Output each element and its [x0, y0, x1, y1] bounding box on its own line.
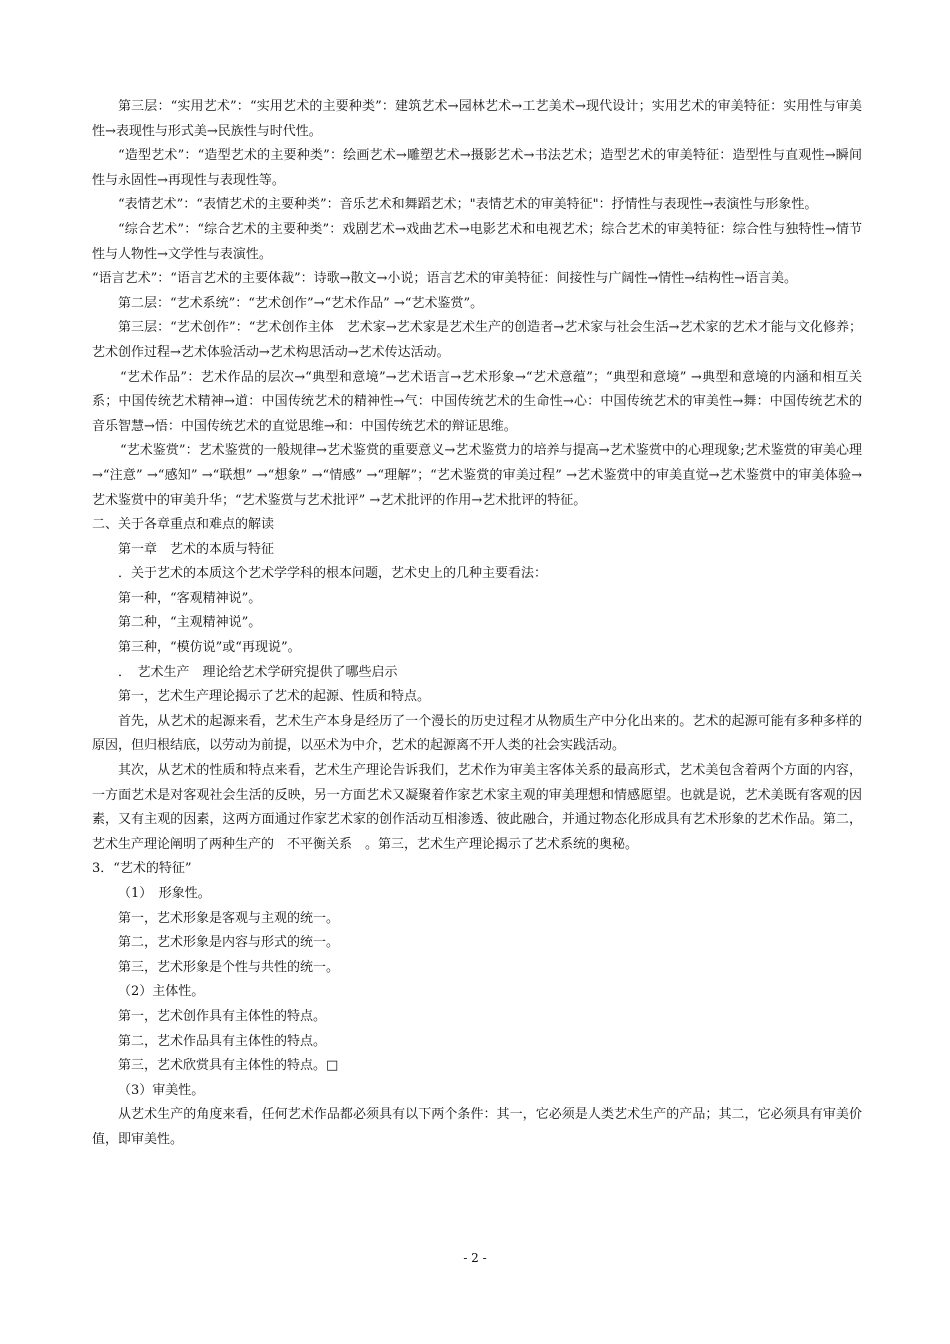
- paragraph-subjectivity-3: 第三，艺术欣赏具有主体性的特点。□: [118, 1058, 339, 1074]
- paragraph-expressive-art: “表情艺术”：“表情艺术的主要种类”：音乐艺术和舞蹈艺术；"表情艺术的审美特征"：抒情性与表现性→表演性与形象性。: [118, 197, 818, 213]
- paragraph-aesthetic-detail: 从艺术生产的角度来看，任何艺术作品都必须具有以下两个条件：其一，它必须是人类艺术生产的产品；其二，它必须具有审美价值，即审美性。: [92, 1107, 862, 1147]
- paragraph-imagery-2: 第二，艺术形象是内容与形式的统一。: [118, 935, 340, 951]
- paragraph-subjectivity-1: 第一，艺术创作具有主体性的特点。: [118, 1008, 327, 1024]
- paragraph-imagery-3: 第三，艺术形象是个性与共性的统一。: [118, 959, 340, 975]
- page-number: - 2 -: [463, 1251, 487, 1265]
- chapter-heading: 第一章 艺术的本质与特征: [118, 541, 275, 557]
- paragraph-aesthetic: （3）审美性。: [118, 1082, 205, 1098]
- paragraph-nature: 其次，从艺术的性质和特点来看，艺术生产理论告诉我们，艺术作为审美主客体关系的最高形式，艺术美包含着两个方面的内容，一方面艺术是对客观社会生活的反映，另一方面艺术又凝聚着作家艺术家主观的审美理想和情感愿望。也就是说，艺术美既有客观的因素，又有主观的因素，这两方面通过作家艺术家的创作活动互相渗透、彼此融合，并通过物态化形成具有艺术形象的艺术作品。第二，艺术生产理论阐明了两种生产的 不平衡关系 。第三，艺术生产理论揭示了艺术系统的奥秘。: [92, 763, 862, 852]
- paragraph-subjectivity: （2）主体性。: [118, 984, 205, 1000]
- page-body: [92, 95, 862, 1153]
- paragraph-item-3: 3．“艺术的特征”: [92, 861, 192, 877]
- paragraph-plastic-art: “造型艺术”：“造型艺术的主要种类”：绘画艺术→雕塑艺术→摄影艺术→书法艺术；造型艺术的审美特征：造型性与直观性→瞬间性与永固性→再现性与表现性等。: [92, 148, 862, 188]
- paragraph-art-creation: 第三层：“艺术创作”：“艺术创作主体 艺术家→艺术家是艺术生产的创造者→艺术家与社会生活→艺术家的艺术才能与文化修养；艺术创作过程→艺术体验活动→艺术构思活动→艺术传达活动。: [92, 320, 862, 360]
- paragraph-first-point: 第一，艺术生产理论揭示了艺术的起源、性质和特点。: [118, 689, 431, 705]
- paragraph-second-layer: 第二层：“艺术系统”：“艺术创作”→“艺术作品” →“艺术鉴赏”。: [118, 295, 484, 311]
- paragraph-view-1: 第一种，“客观精神说”。: [118, 590, 262, 606]
- paragraph-item-1: ．关于艺术的本质这个艺术学学科的根本问题，艺术史上的几种主要看法：: [118, 566, 548, 582]
- paragraph-view-3: 第三种，“模仿说”或“再现说”。: [118, 640, 301, 656]
- paragraph-art-works: “艺术作品”：艺术作品的层次→“典型和意境”→艺术语言→艺术形象→“艺术意蕴”；“典型和意境” →典型和意境的内涵和相互关系；中国传统艺术精神→道：中国传统艺术的精神性→气：中国传统艺术的生命性→心：中国传统艺术的审美性→舞：中国传统艺术的音乐智慧→悟：中国传统艺术的直觉思维→和：中国传统艺术的辩证思维。: [92, 369, 862, 434]
- paragraph-art-appreciation: “艺术鉴赏”：艺术鉴赏的一般规律→艺术鉴赏的重要意义→艺术鉴赏力的培养与提高→艺术鉴赏中的心理现象;艺术鉴赏的审美心理→“注意” →“感知” →“联想” →“想象” →“情感” →“理解”；“艺术鉴赏的审美过程” →艺术鉴赏中的审美直觉→艺术鉴赏中的审美体验→艺术鉴赏中的审美升华；“艺术鉴赏与艺术批评” →艺术批评的作用→艺术批评的特征。: [92, 443, 862, 508]
- paragraph-practical-art: 第三层：“实用艺术”：“实用艺术的主要种类”：建筑艺术→园林艺术→工艺美术→现代设计；实用艺术的审美特征：实用性与审美性→表现性与形式美→民族性与时代性。: [92, 99, 862, 139]
- paragraph-language-art: “语言艺术”：“语言艺术的主要体裁”：诗歌→散文→小说；语言艺术的审美特征：间接性与广阔性→情性→结构性→语言美。: [92, 271, 798, 287]
- section-heading: 二、关于各章重点和难点的解读: [92, 517, 275, 533]
- paragraph-comprehensive-art: “综合艺术”：“综合艺术的主要种类”：戏剧艺术→戏曲艺术→电影艺术和电视艺术；综合艺术的审美特征：综合性与独特性→情节性与人物性→文学性与表演性。: [92, 221, 862, 262]
- paragraph-subjectivity-2: 第二，艺术作品具有主体性的特点。: [118, 1033, 327, 1049]
- paragraph-item-2: ． 艺术生产 理论给艺术学研究提供了哪些启示: [118, 664, 398, 680]
- paragraph-imagery: （1） 形象性。: [118, 886, 211, 901]
- paragraph-imagery-1: 第一，艺术形象是客观与主观的统一。: [118, 910, 340, 926]
- paragraph-origin: 首先，从艺术的起源来看，艺术生产本身是经历了一个漫长的历史过程才从物质生产中分化出来的。艺术的起源可能有多种多样的原因，但归根结底，以劳动为前提，以巫术为中介，艺术的起源离不开人类的社会实践活动。: [92, 713, 862, 754]
- paragraph-view-2: 第二种，“主观精神说”。: [118, 615, 262, 631]
